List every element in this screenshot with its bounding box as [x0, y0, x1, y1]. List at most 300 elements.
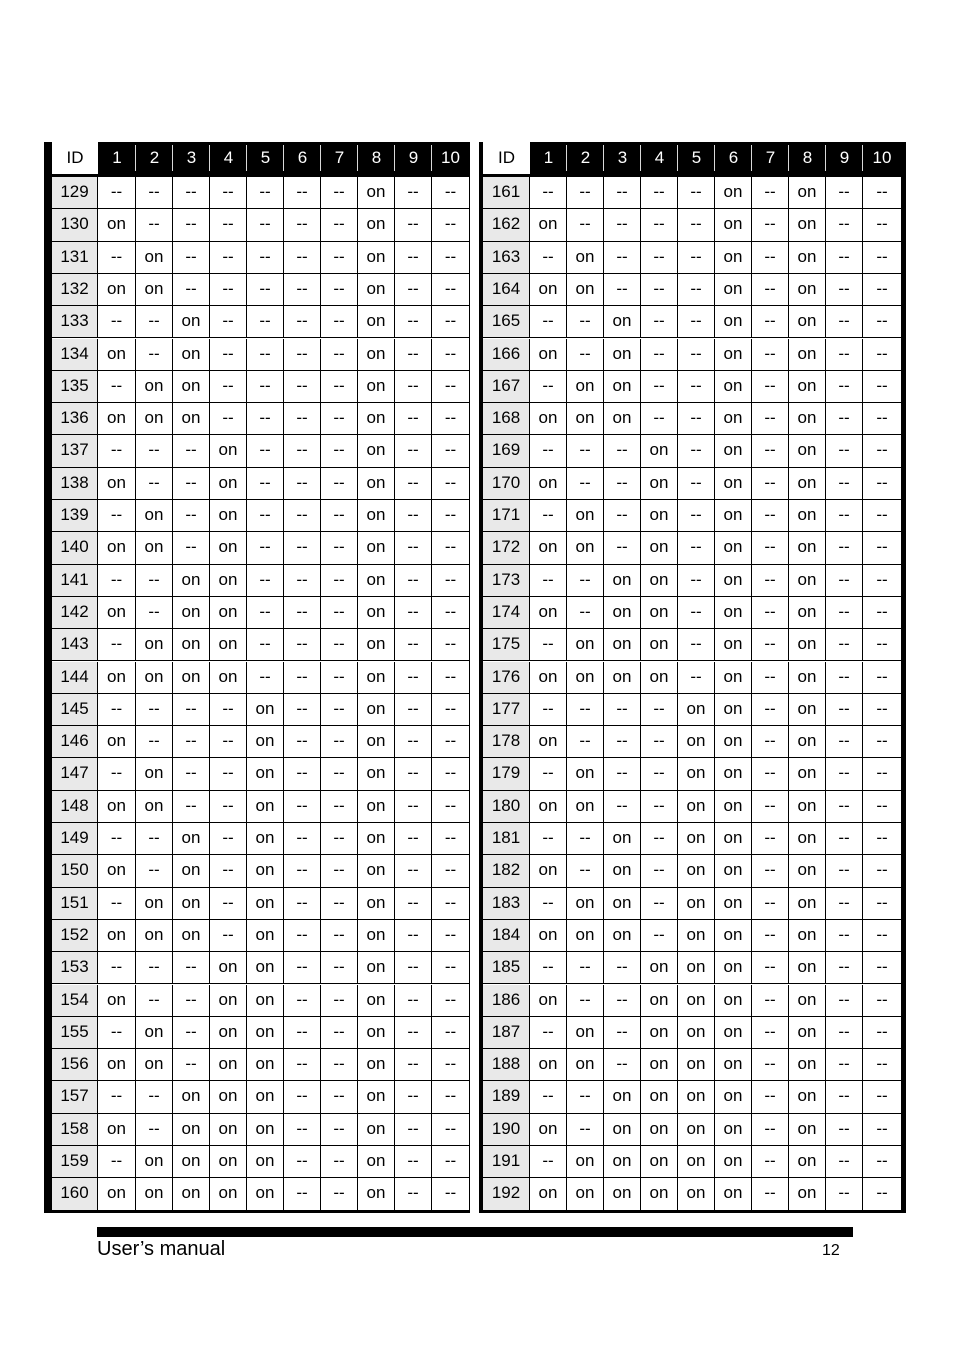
switch-7-state: -- [752, 532, 789, 564]
switch-8-state: on [789, 985, 826, 1017]
switch-6-state: on [715, 758, 752, 790]
switch-10-state: -- [432, 565, 469, 597]
switch-6-state: on [715, 339, 752, 371]
switch-6-state: on [715, 1178, 752, 1210]
row-id: 166 [483, 339, 530, 371]
switch-6-state: on [715, 1114, 752, 1146]
switch-10-state: -- [863, 888, 901, 920]
table-row [483, 209, 901, 241]
switch-2-state: -- [136, 468, 173, 500]
switch-1-state: on [98, 662, 136, 694]
table-row [52, 888, 469, 920]
table-row [483, 726, 901, 758]
switch-10-state: -- [432, 435, 469, 467]
row-id: 184 [483, 920, 530, 952]
switch-3-state: on [604, 597, 641, 629]
switch-2-state: on [136, 1146, 173, 1178]
row-id: 155 [52, 1017, 98, 1049]
switch-3-state: -- [173, 758, 210, 790]
row-id: 180 [483, 791, 530, 823]
switch-2-state: -- [567, 177, 604, 209]
switch-9-state: -- [826, 791, 863, 823]
switch-6-state: -- [284, 306, 321, 338]
row-id: 133 [52, 306, 98, 338]
switch-7-state: -- [321, 888, 358, 920]
table-row [52, 403, 469, 435]
switch-5-state: -- [678, 629, 715, 661]
switch-3-state: -- [604, 209, 641, 241]
switch-2-state: on [567, 403, 604, 435]
switch-6-state: -- [284, 565, 321, 597]
switch-7-state: -- [321, 371, 358, 403]
table-row [52, 242, 469, 274]
switch-3-state: -- [173, 242, 210, 274]
header-switch-1: 1 [543, 148, 554, 167]
switch-10-state: -- [432, 274, 469, 306]
switch-6-state: on [715, 565, 752, 597]
switch-6-state: on [715, 597, 752, 629]
footer-title: User’s manual [97, 1238, 226, 1260]
switch-10-state: -- [432, 694, 469, 726]
switch-2-state: -- [136, 952, 173, 984]
switch-8-state: on [358, 1049, 395, 1081]
switch-3-state: on [173, 920, 210, 952]
switch-10-state: -- [863, 242, 901, 274]
switch-5-state: on [247, 1049, 284, 1081]
table-row [52, 1146, 469, 1178]
switch-1-state: on [530, 1114, 567, 1146]
row-id: 157 [52, 1081, 98, 1113]
switch-2-state: -- [567, 597, 604, 629]
switch-6-state: on [715, 177, 752, 209]
switch-2-state: -- [136, 565, 173, 597]
switch-3-state: on [173, 823, 210, 855]
row-id: 186 [483, 985, 530, 1017]
row-id: 185 [483, 952, 530, 984]
switch-10-state: -- [432, 1146, 469, 1178]
switch-1-state: -- [98, 1017, 136, 1049]
switch-10-state: -- [863, 1114, 901, 1146]
switch-5-state: on [678, 758, 715, 790]
switch-1-state: -- [98, 629, 136, 661]
switch-1-state: -- [530, 500, 567, 532]
row-id: 178 [483, 726, 530, 758]
switch-6-state: on [715, 1146, 752, 1178]
switch-9-state: -- [395, 629, 432, 661]
switch-1-state: -- [530, 1017, 567, 1049]
switch-6-state: -- [284, 371, 321, 403]
switch-9-state: -- [826, 952, 863, 984]
switch-8-state: on [789, 888, 826, 920]
table-row [483, 629, 901, 661]
switch-5-state: on [247, 1017, 284, 1049]
switch-4-state: -- [210, 274, 247, 306]
switch-5-state: on [247, 1081, 284, 1113]
switch-9-state: -- [395, 1178, 432, 1210]
switch-5-state: on [247, 952, 284, 984]
switch-4-state: -- [641, 209, 678, 241]
table-row [52, 694, 469, 726]
switch-6-state: -- [284, 500, 321, 532]
switch-4-state: -- [641, 823, 678, 855]
switch-3-state: on [604, 1146, 641, 1178]
switch-4-state: -- [210, 209, 247, 241]
switch-10-state: -- [432, 339, 469, 371]
switch-8-state: on [358, 1178, 395, 1210]
switch-1-state: -- [530, 371, 567, 403]
table-row [52, 435, 469, 467]
switch-6-state: -- [284, 629, 321, 661]
switch-9-state: -- [826, 888, 863, 920]
table-row [52, 306, 469, 338]
switch-3-state: on [173, 662, 210, 694]
row-id: 151 [52, 888, 98, 920]
switch-3-state: on [604, 629, 641, 661]
switch-7-state: -- [321, 532, 358, 564]
switch-7-state: -- [752, 1081, 789, 1113]
switch-5-state: on [678, 1017, 715, 1049]
switch-6-state: -- [284, 985, 321, 1017]
switch-4-state: on [210, 1081, 247, 1113]
switch-7-state: -- [321, 1081, 358, 1113]
switch-6-state: on [715, 500, 752, 532]
header-switch-7: 7 [334, 148, 345, 167]
switch-6-state: -- [284, 209, 321, 241]
switch-10-state: -- [863, 306, 901, 338]
switch-5-state: on [247, 920, 284, 952]
switch-4-state: on [641, 662, 678, 694]
switch-1-state: on [98, 855, 136, 887]
table-row [483, 468, 901, 500]
switch-8-state: on [358, 339, 395, 371]
switch-1-state: on [530, 209, 567, 241]
switch-7-state: -- [752, 823, 789, 855]
row-id: 172 [483, 532, 530, 564]
switch-5-state: -- [678, 177, 715, 209]
switch-2-state: on [567, 920, 604, 952]
row-id: 174 [483, 597, 530, 629]
table-row [483, 662, 901, 694]
row-id: 156 [52, 1049, 98, 1081]
table-row [52, 920, 469, 952]
switch-6-state: -- [284, 1146, 321, 1178]
switch-4-state: -- [641, 791, 678, 823]
row-id: 175 [483, 629, 530, 661]
switch-1-state: on [98, 920, 136, 952]
switch-5-state: -- [678, 565, 715, 597]
switch-6-state: on [715, 888, 752, 920]
switch-5-state: on [678, 1146, 715, 1178]
switch-7-state: -- [321, 468, 358, 500]
switch-4-state: -- [210, 823, 247, 855]
switch-1-state: -- [530, 1146, 567, 1178]
switch-2-state: on [567, 371, 604, 403]
switch-8-state: on [789, 791, 826, 823]
switch-7-state: -- [752, 694, 789, 726]
table-row [483, 242, 901, 274]
switch-10-state: -- [432, 306, 469, 338]
switch-7-state: -- [752, 758, 789, 790]
switch-1-state: -- [530, 629, 567, 661]
switch-3-state: -- [604, 500, 641, 532]
switch-1-state: on [530, 597, 567, 629]
header-switch-2: 2 [149, 148, 160, 167]
switch-3-state: on [173, 597, 210, 629]
switch-10-state: -- [432, 468, 469, 500]
switch-5-state: on [678, 985, 715, 1017]
switch-9-state: -- [395, 306, 432, 338]
switch-4-state: -- [641, 888, 678, 920]
switch-8-state: on [789, 952, 826, 984]
switch-5-state: -- [678, 435, 715, 467]
switch-5-state: on [678, 694, 715, 726]
switch-4-state: -- [210, 339, 247, 371]
switch-8-state: on [789, 1049, 826, 1081]
switch-9-state: -- [826, 855, 863, 887]
switch-3-state: -- [604, 985, 641, 1017]
switch-4-state: -- [641, 274, 678, 306]
switch-7-state: -- [321, 242, 358, 274]
switch-1-state: on [98, 597, 136, 629]
row-id: 146 [52, 726, 98, 758]
table-row [52, 662, 469, 694]
switch-9-state: -- [395, 758, 432, 790]
switch-8-state: on [358, 1081, 395, 1113]
switch-1-state: -- [98, 371, 136, 403]
switch-2-state: on [567, 791, 604, 823]
switch-4-state: on [210, 565, 247, 597]
switch-9-state: -- [826, 823, 863, 855]
switch-6-state: on [715, 791, 752, 823]
switch-4-state: -- [210, 791, 247, 823]
switch-6-state: -- [284, 662, 321, 694]
row-id: 135 [52, 371, 98, 403]
switch-9-state: -- [826, 985, 863, 1017]
switch-9-state: -- [395, 500, 432, 532]
switch-10-state: -- [432, 532, 469, 564]
switch-3-state: on [604, 1178, 641, 1210]
switch-4-state: on [210, 952, 247, 984]
switch-4-state: -- [210, 371, 247, 403]
switch-2-state: -- [136, 1114, 173, 1146]
switch-8-state: on [358, 855, 395, 887]
switch-1-state: on [98, 532, 136, 564]
switch-10-state: -- [432, 177, 469, 209]
row-id: 191 [483, 1146, 530, 1178]
switch-3-state: on [173, 565, 210, 597]
switch-4-state: -- [641, 726, 678, 758]
switch-9-state: -- [826, 242, 863, 274]
switch-1-state: on [98, 468, 136, 500]
switch-7-state: -- [321, 758, 358, 790]
switch-8-state: on [789, 597, 826, 629]
switch-4-state: -- [641, 920, 678, 952]
switch-7-state: -- [321, 985, 358, 1017]
switch-8-state: on [789, 1017, 826, 1049]
switch-10-state: -- [863, 823, 901, 855]
switch-10-state: -- [863, 758, 901, 790]
switch-2-state: -- [136, 726, 173, 758]
switch-4-state: on [641, 435, 678, 467]
switch-7-state: -- [752, 306, 789, 338]
switch-4-state: on [210, 1017, 247, 1049]
switch-4-state: on [641, 1146, 678, 1178]
switch-10-state: -- [432, 629, 469, 661]
switch-7-state: -- [321, 209, 358, 241]
switch-4-state: -- [210, 694, 247, 726]
header-switch-7: 7 [765, 148, 776, 167]
switch-1-state: -- [530, 758, 567, 790]
switch-7-state: -- [752, 274, 789, 306]
switch-6-state: -- [284, 952, 321, 984]
switch-10-state: -- [863, 694, 901, 726]
switch-10-state: -- [432, 209, 469, 241]
switch-4-state: on [210, 1114, 247, 1146]
table-row [52, 532, 469, 564]
switch-5-state: on [678, 952, 715, 984]
switch-8-state: on [789, 1146, 826, 1178]
row-id: 171 [483, 500, 530, 532]
switch-2-state: on [136, 403, 173, 435]
switch-5-state: -- [247, 274, 284, 306]
switch-2-state: -- [136, 209, 173, 241]
table-row [483, 371, 901, 403]
switch-1-state: on [98, 726, 136, 758]
switch-8-state: on [358, 1017, 395, 1049]
table-row [52, 468, 469, 500]
switch-10-state: -- [863, 1146, 901, 1178]
switch-2-state: -- [567, 823, 604, 855]
header-switch-4: 4 [223, 148, 234, 167]
switch-2-state: -- [136, 855, 173, 887]
switch-2-state: -- [136, 339, 173, 371]
switch-2-state: on [567, 662, 604, 694]
switch-1-state: -- [98, 306, 136, 338]
switch-4-state: -- [641, 403, 678, 435]
switch-5-state: -- [247, 403, 284, 435]
switch-2-state: -- [136, 823, 173, 855]
switch-8-state: on [789, 403, 826, 435]
switch-6-state: -- [284, 920, 321, 952]
switch-9-state: -- [826, 435, 863, 467]
switch-6-state: -- [284, 177, 321, 209]
row-id: 154 [52, 985, 98, 1017]
switch-10-state: -- [432, 888, 469, 920]
row-id: 142 [52, 597, 98, 629]
switch-3-state: on [173, 1146, 210, 1178]
switch-4-state: on [641, 985, 678, 1017]
switch-4-state: on [210, 435, 247, 467]
header-switch-8: 8 [802, 148, 813, 167]
switch-1-state: -- [530, 242, 567, 274]
switch-1-state: -- [530, 435, 567, 467]
switch-8-state: on [358, 403, 395, 435]
row-id: 176 [483, 662, 530, 694]
switch-4-state: -- [641, 177, 678, 209]
switch-1-state: on [98, 791, 136, 823]
switch-8-state: on [358, 823, 395, 855]
switch-4-state: -- [641, 242, 678, 274]
switch-1-state: on [530, 339, 567, 371]
switch-7-state: -- [321, 1017, 358, 1049]
switch-7-state: -- [752, 629, 789, 661]
switch-7-state: -- [321, 823, 358, 855]
switch-8-state: on [358, 274, 395, 306]
row-id: 141 [52, 565, 98, 597]
switch-9-state: -- [826, 403, 863, 435]
switch-4-state: -- [641, 339, 678, 371]
switch-8-state: on [789, 468, 826, 500]
switch-3-state: on [173, 1081, 210, 1113]
switch-2-state: on [136, 1049, 173, 1081]
switch-2-state: on [136, 758, 173, 790]
switch-4-state: on [641, 565, 678, 597]
switch-1-state: on [98, 1049, 136, 1081]
row-id: 145 [52, 694, 98, 726]
switch-7-state: -- [321, 726, 358, 758]
switch-8-state: on [789, 274, 826, 306]
switch-9-state: -- [395, 209, 432, 241]
switch-3-state: -- [604, 1017, 641, 1049]
switch-7-state: -- [752, 242, 789, 274]
switch-7-state: -- [752, 500, 789, 532]
table-row [483, 920, 901, 952]
switch-10-state: -- [432, 1049, 469, 1081]
switch-10-state: -- [863, 952, 901, 984]
switch-1-state: on [530, 920, 567, 952]
switch-5-state: -- [247, 242, 284, 274]
switch-9-state: -- [395, 1081, 432, 1113]
switch-7-state: -- [321, 306, 358, 338]
switch-5-state: on [247, 855, 284, 887]
switch-6-state: -- [284, 1081, 321, 1113]
row-id: 170 [483, 468, 530, 500]
switch-3-state: -- [173, 468, 210, 500]
switch-3-state: on [604, 339, 641, 371]
switch-8-state: on [358, 532, 395, 564]
switch-8-state: on [358, 1146, 395, 1178]
switch-1-state: -- [98, 694, 136, 726]
switch-4-state: -- [210, 855, 247, 887]
row-id: 173 [483, 565, 530, 597]
switch-4-state: -- [641, 758, 678, 790]
switch-3-state: -- [173, 952, 210, 984]
switch-4-state: on [641, 629, 678, 661]
switch-3-state: -- [173, 1017, 210, 1049]
switch-3-state: -- [604, 791, 641, 823]
row-id: 167 [483, 371, 530, 403]
switch-3-state: -- [604, 726, 641, 758]
switch-5-state: -- [678, 403, 715, 435]
switch-5-state: -- [247, 565, 284, 597]
switch-4-state: on [210, 468, 247, 500]
switch-10-state: -- [863, 662, 901, 694]
switch-8-state: on [358, 435, 395, 467]
switch-5-state: on [247, 888, 284, 920]
switch-4-state: -- [210, 726, 247, 758]
switch-5-state: -- [678, 339, 715, 371]
switch-8-state: on [358, 371, 395, 403]
switch-5-state: -- [678, 242, 715, 274]
table-row [483, 1146, 901, 1178]
switch-10-state: -- [432, 1017, 469, 1049]
switch-9-state: -- [395, 468, 432, 500]
switch-1-state: -- [98, 1146, 136, 1178]
switch-1-state: on [530, 468, 567, 500]
table-row [52, 565, 469, 597]
switch-4-state: -- [210, 888, 247, 920]
switch-6-state: -- [284, 1114, 321, 1146]
